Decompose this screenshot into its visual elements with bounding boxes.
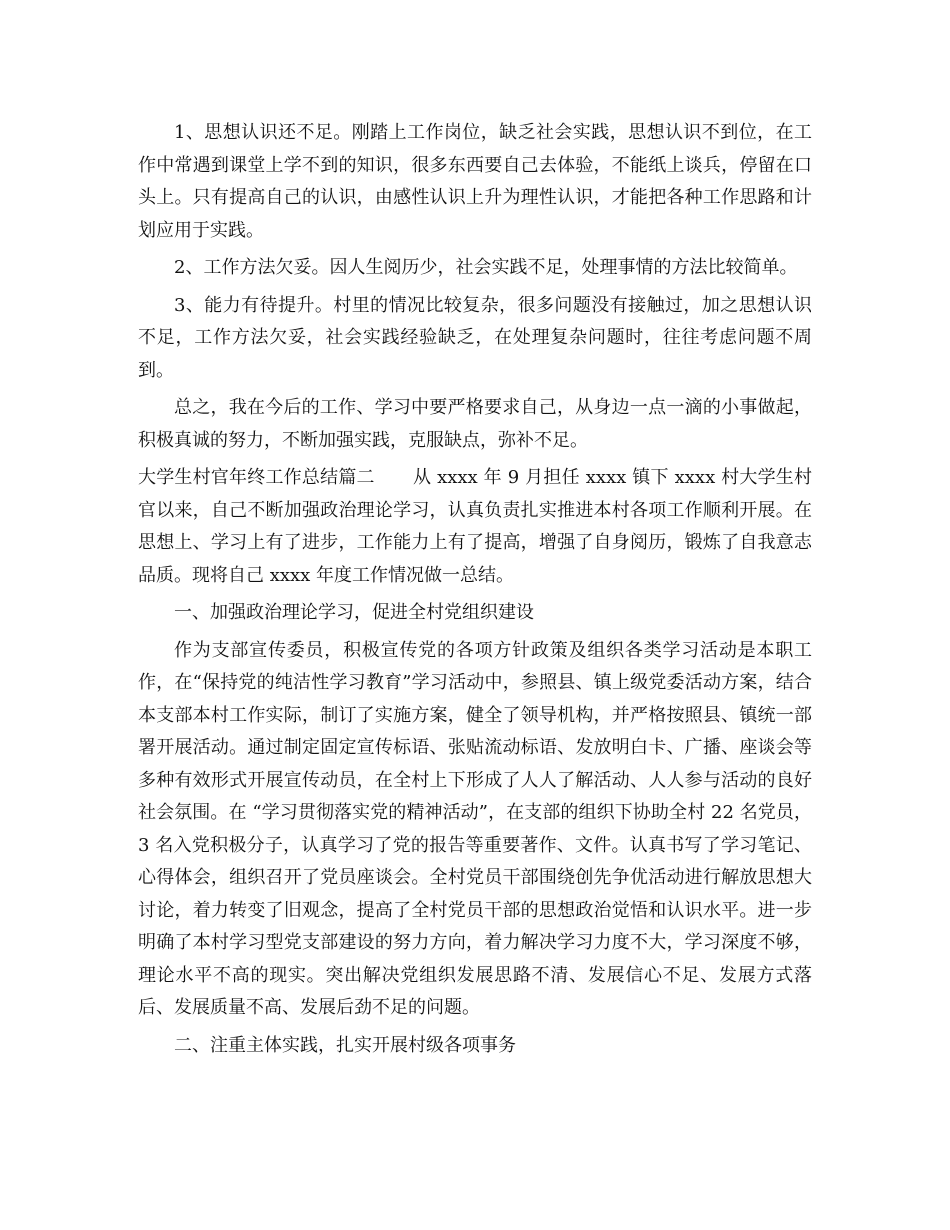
section-intro-paragraph: [138, 462, 812, 592]
section-title: 大学生村官年终工作总结篇二: [138, 467, 375, 488]
paragraph-4: 总之，我在今后的工作、学习中要严格要求自己，从身边一点一滴的小事做起，积极真诚的努力，不断加强实践，克服缺点，弥补不足。: [138, 397, 812, 451]
heading-2: 二、注重主体实践，扎实开展村级各项事务: [174, 1034, 516, 1056]
paragraph-3: 3、能力有待提升。村里的情况比较复杂，很多问题没有接触过，加之思想认识不足，工作方法欠妥，社会实践经验缺乏，在处理复杂问题时，往往考虑问题不周到。: [138, 294, 812, 381]
heading-1: 一、加强政治理论学习，促进全村党组织建设: [174, 602, 534, 623]
paragraph-2: 2、工作方法欠妥。因人生阅历少，社会实践不足，处理事情的方法比较简单。: [174, 257, 798, 278]
section-intro-text: 从 xxxx 年 9 月担任 xxxx 镇下 xxxx 村大学生村官以来，自己不断加强政治理论学习，认真负责扎实推进本村各项工作顺利开展。在思想上、学习上有了进步，工作能力上有了提高，增强了自身阅历，锻炼了自我意志品质。现将自己 xxxx 年度工作情况做一总结。: [138, 467, 813, 586]
paragraph-1: 1、思想认识还不足。刚踏上工作岗位，缺乏社会实践，思想认识不到位，在工作中常遇到课堂上学不到的知识，很多东西要自己去体验，不能纸上谈兵，停留在口头上。只有提高自己的认识，由感性认识上升为理性认识，才能把各种工作思路和计划应用于实践。: [138, 122, 812, 241]
body-paragraph-1: 作为支部宣传委员，积极宣传党的各项方针政策及组织各类学习活动是本职工作，在“保持党的纯洁性学习教育”学习活动中，参照县、镇上级党委活动方案，结合本支部本村工作实际，制订了实施方案，健全了领导机构，并严格按照县、镇统一部署开展活动。通过制定固定宣传标语、张贴流动标语、发放明白卡、广播、座谈会等多种有效形式开展宣传动员，在全村上下形成了人人了解活动、人人参与活动的良好社会氛围。在 “学习贯彻落实党的精神活动”，在支部的组织下协助全村 22 名党员，3 名入党积极分子，认真学习了党的报告等重要著作、文件。认真书写了学习笔记、心得体会，组织召开了党员座谈会。全村党员干部围绕创先争优活动进行解放思想大讨论，着力转变了旧观念，提高了全村党员干部的思想政治觉悟和认识水平。进一步明确了本村学习型党支部建设的努力方向，着力解决学习力度不大，学习深度不够，理论水平不高的现实。突出解决党组织发展思路不清、发展信心不足、发展方式落后、发展质量不高、发展后劲不足的问题。: [138, 639, 812, 1018]
